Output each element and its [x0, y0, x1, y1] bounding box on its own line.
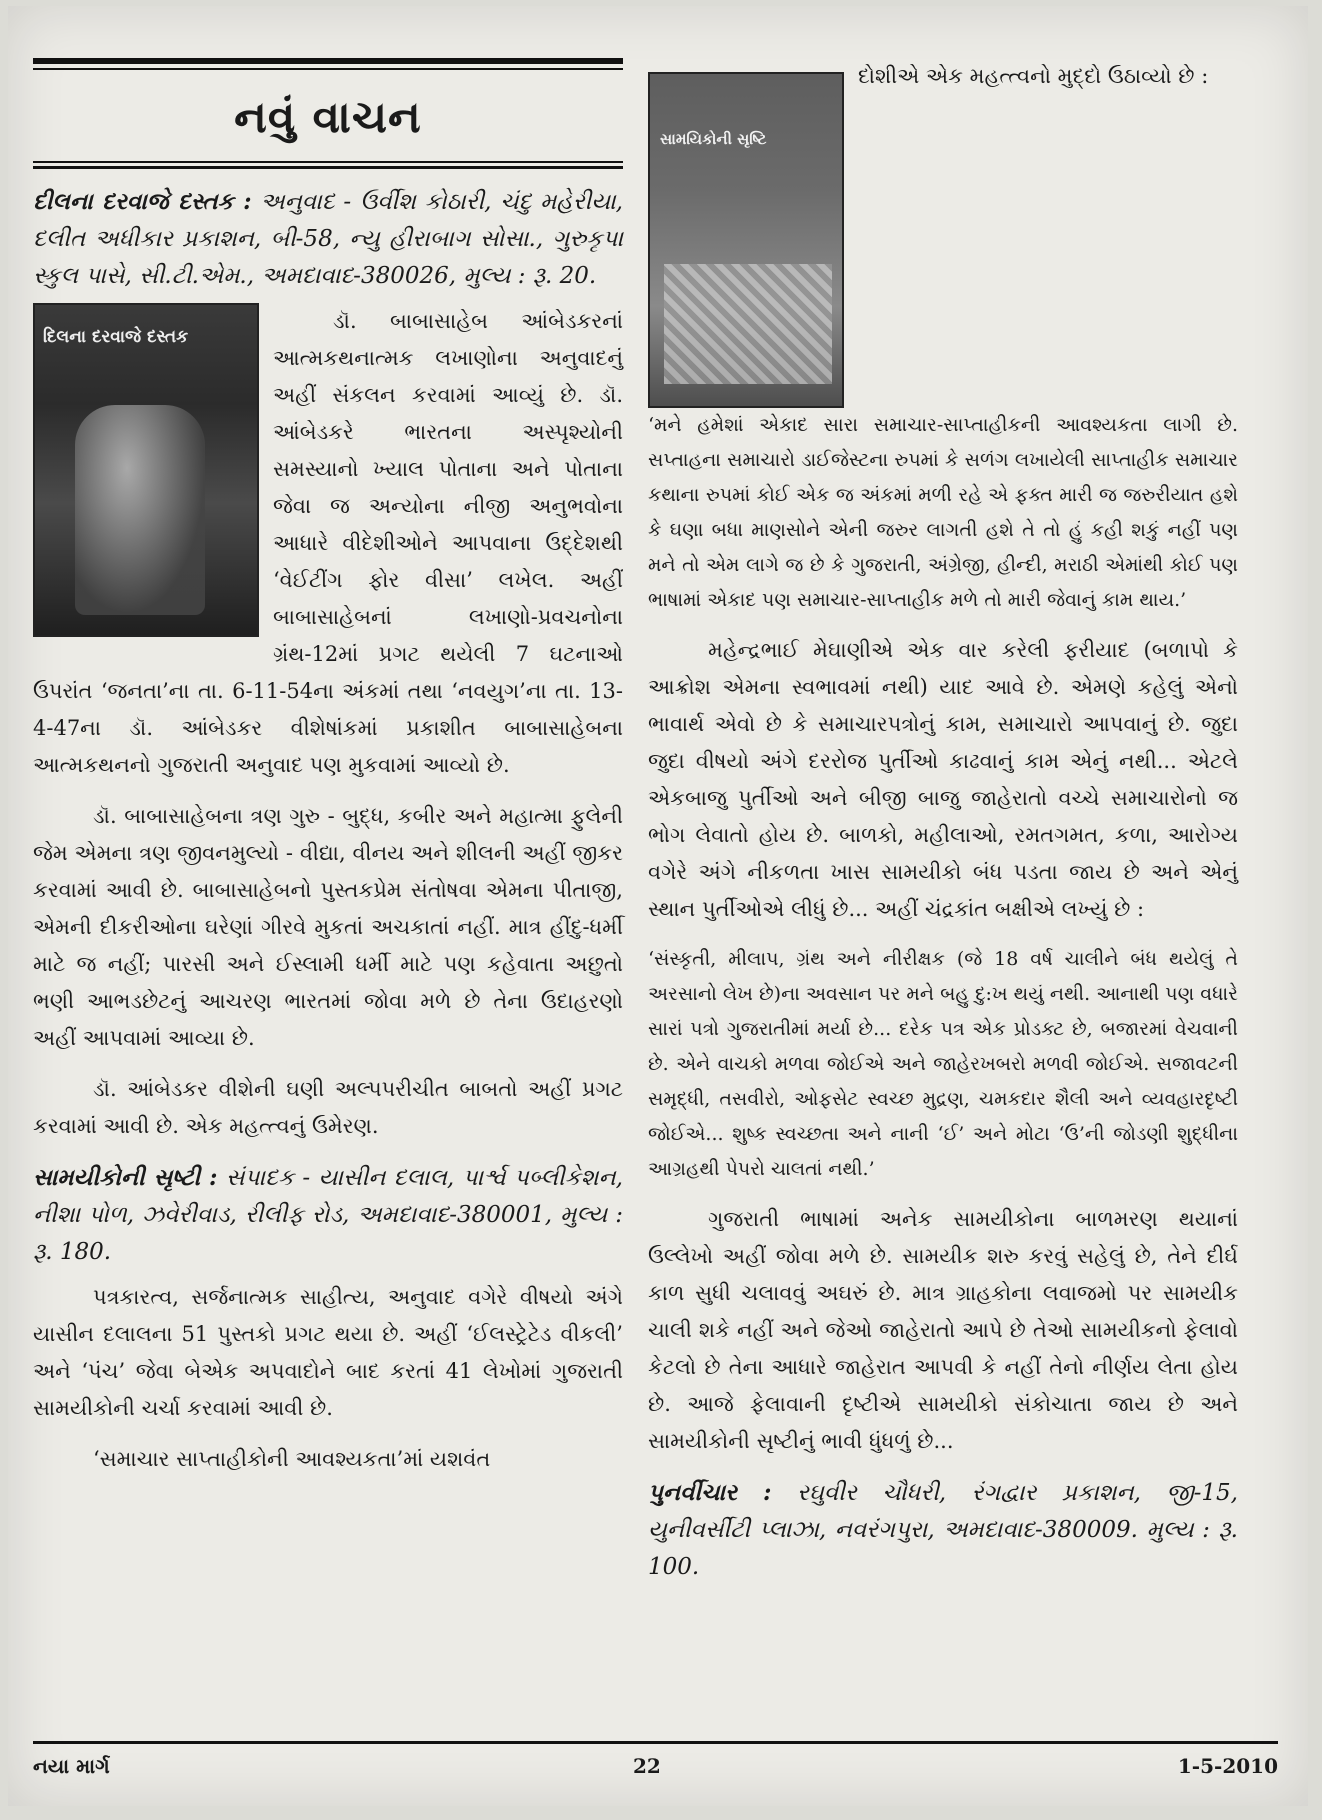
book1-paragraph: ડૉ. બાબાસાહેબના ત્રણ ગુરુ - બુદ્ધ, કબીર અને મહાત્મા ફુલેની જેમ એમના ત્રણ જીવનમુલ્યો - વીદ્યા, વીનય અને શીલની અહીં જીકર કરવામાં આવી છે. બાબાસાહેબનો પુસ્તકપ્રેમ સંતોષવા એમના પીતાજી, એમની દીકરીઓના ઘરેણાં ગીરવે મુકતાં અચકાતાં નહીં. માત્ર હીંદુ-ધર્મી માટે જ નહીં; પારસી અને ઈસ્લામી ધર્મી માટે પણ કહેવાતા અછુતો ભણી આભડછેટનું આચરણ ભારતમાં જોવા મળે છે તેના ઉદાહરણો અહીં આપવામાં આવ્યા છે. [33, 804, 623, 1050]
footer-rule [33, 1741, 1278, 1744]
book1-paragraph: ડૉ. બાબાસાહેબ આંબેડકરનાં આત્મકથનાત્મક લખાણોના અનુવાદનું અહીં સંકલન કરવામાં આવ્યું છે. ડૉ. આંબેડકરે ભારતના અસ્પૃશ્યોની સમસ્યાનો ખ્યાલ પોતાના અને પોતાના જેવા જ અન્યોના નીજી અનુભવોના આધારે વીદેશીઓને આપવાના ઉદ્દેશથી ‘વેઈટીંગ ફોર વીસા’ લખેલ. અહીં બાબાસાહેબનાં લખાણો-પ્રવચનોના ગ્રંથ-12માં પ્રગટ થયેલી 7 ઘટનાઓ ઉપરાંત ‘જનતા’ના તા. 6-11-54ના અંકમાં તથા ‘નવયુગ’ના તા. 13-4-47ના ડૉ. આંબેડકર વીશેષાંકમાં પ્રકાશીત બાબાસાહેબના આત્મકથનનો ગુજરાતી અનુવાદ પણ મુકવામાં આવ્યો છે. [33, 309, 623, 777]
book1-cover-image [33, 303, 259, 637]
book2-citation-details: સંપાદક - યાસીન દલાલ, પાર્શ્વ પબ્લીકેશન, નીશા પોળ, ઝવેરીવાડ, રીલીફ રોડ, અમદાવાદ-380001, મુલ્ય : રૂ. 180. [33, 1165, 623, 1265]
title-rule-thick [33, 166, 623, 169]
book2-paragraph: ‘સમાચાર સાપ્તાહીકોની આવશ્યકતા’માં યશવંત [93, 1447, 491, 1471]
page [8, 6, 1308, 1806]
page-number: 22 [633, 1754, 661, 1778]
book2-quote: ‘સંસ્કૃતી, મીલાપ, ગ્રંથ અને નીરીક્ષક (જે 18 વર્ષ ચાલીને બંધ થયેલું તે અરસાનો લેખ છે)ના અવસાન પર મને બહુ દુ:ખ થયું નથી. આનાથી પણ વધારે સારાં પત્રો ગુજરાતીમાં મર્યા છે... દરેક પત્ર એક પ્રોડક્ટ છે, બજારમાં વેચવાની છે. એને વાચકો મળવા જોઈએ અને જાહેરખબરો મળવી જોઈએ. સજાવટની સમૃદ્ધી, તસવીરો, ઓફસેટ સ્વચ્છ મુદ્રણ, ચમકદાર શૈલી અને વ્યવહારદૃષ્ટી જોઈએ... શુષ્ક સ્વચ્છતા અને નાની ‘ઈ’ અને મોટા ‘ઉ’ની જોડણી શુદ્ધીના આગ્રહથી પેપરો ચાલતાં નથી.’ [648, 948, 1238, 1180]
book2-cover-image [648, 72, 844, 408]
top-rule [33, 58, 623, 64]
book2-paragraph: ગુજરાતી ભાષામાં અનેક સામયીકોના બાળમરણ થયાનાં ઉલ્લેખો અહીં જોવા મળે છે. સામયીક શરુ કરવું સહેલું છે, તેને દીર્ઘ કાળ સુધી ચલાવવું અઘરું છે. માત્ર ગ્રાહકોના લવાજમો પર સામયીક ચાલી શકે નહીં અને જેઓ જાહેરાતો આપે છે તેઓ સામયીકનો ફેલાવો કેટલો છે તેના આધારે જાહેરાત આપવી કે નહીં તેનો નીર્ણય લેતા હોય છે. આજે ફેલાવાની દૃષ્ટીએ સામયીકો સંકોચાતા જાય છે અને સામયીકોની સૃષ્ટીનું ભાવી ધુંધળું છે... [648, 1207, 1238, 1453]
issue-date: 1-5-2010 [1177, 1754, 1278, 1778]
page-footer [33, 1746, 1278, 1786]
book2-intro-wrap [858, 58, 1242, 109]
book1-cover-photo [75, 405, 205, 615]
book2-quote: ‘મને હમેશાં એકાદ સારા સમાચાર-સાપ્તાહીકની આવશ્યકતા લાગી છે. સપ્તાહના સમાચારો ડાઈજેસ્ટના રુપમાં કે સળંગ લખાયેલી સાપ્તાહીક સમાચાર કથાના રુપમાં કોઈ એક જ અંકમાં મળી રહે એ ફક્ત મારી જ જરુરીયાત હશે કે ઘણા બધા માણસોને એની જરુર લાગતી હશે તે તો હું કહી શકું નહીં પણ મને તો એમ લાગે જ છે કે ગુજરાતી, અંગ્રેજી, હીન્દી, મરાઠી એમાંથી કોઈ પણ ભાષામાં એકાદ પણ સમાચાર-સાપ્તાહીક મળે તો મારી જેવાનું કામ થાય.’ [648, 414, 1238, 611]
book2-cover-block [648, 58, 1238, 408]
left-column [33, 58, 623, 1492]
book1-paragraph: ડૉ. આંબેડકર વીશેની ઘણી અલ્પપરીચીત બાબતો અહીં પ્રગટ કરવામાં આવી છે. એક મહત્ત્વનું ઉમેરણ. [33, 1077, 623, 1138]
book2-cover-collage [664, 264, 832, 384]
section-title: નવું વાચન [234, 92, 422, 143]
publication-name: નયા માર્ગ [33, 1754, 110, 1778]
title-rule [33, 161, 623, 163]
top-rule-thin [33, 68, 623, 70]
book3-citation [648, 1474, 1238, 1586]
book1-citation-details: અનુવાદ - ઉર્વીશ કોઠારી, ચંદુ મહેરીયા, દલીત અધીકાર પ્રકાશન, બી-58, ન્યુ હીરાબાગ સોસા., ગુરુકૃપા સ્કુલ પાસે, સી.ટી.એમ., અમદાવાદ-380026, મુલ્ય : રૂ. 20. [33, 189, 623, 289]
book1-citation [33, 183, 623, 295]
book2-citation-title: સામયીકોની સૃષ્ટી : [33, 1164, 218, 1191]
book3-citation-title: પુનર્વીચાર : [648, 1479, 772, 1506]
book1-citation-title: દીલના દરવાજે દસ્તક : [33, 188, 252, 215]
book1-cover-title: દિલના દરવાજે દસ્તક [43, 327, 189, 347]
book2-cover-title: સામયિકોની સૃષ્ટિ [660, 130, 767, 148]
right-column [648, 58, 1238, 1594]
book2-intro: દોશીએ એક મહત્ત્વનો મુદ્દો ઉઠાવ્યો છે : [858, 64, 1209, 88]
book2-paragraph: મહેન્દ્રભાઈ મેઘાણીએ એક વાર કરેલી ફરીયાદ (બળાપો કે આક્રોશ એમના સ્વભાવમાં નથી) યાદ આવે છે. એમણે કહેલું એનો ભાવાર્થ એવો છે કે સમાચારપત્રોનું કામ, સમાચારો આપવાનું છે. જુદા જુદા વીષયો અંગે દરરોજ પુર્તીઓ કાઢવાનું કામ એનું નથી... એટલે એકબાજુ પુર્તીઓ અને બીજી બાજુ જાહેરાતો વચ્ચે સમાચારોનો જ ભોગ લેવાતો હોય છે. બાળકો, મહીલાઓ, રમતગમત, કળા, આરોગ્ય વગેરે અંગે નીકળતા ખાસ સામયીકો બંધ પડતા જાય છે અને એનું સ્થાન પુર્તીઓએ લીધું છે... અહીં ચંદ્રકાંત બક્ષીએ લખ્યું છે : [648, 638, 1238, 921]
book3-citation-details: રઘુવીર ચૌધરી, રંગદ્વાર પ્રકાશન, જી-15, યુનીવર્સીટી પ્લાઝા, નવરંગપુરા, અમદાવાદ-380009. મુલ્ય : રૂ. 100. [648, 1480, 1238, 1580]
book2-paragraph: પત્રકારત્વ, સર્જનાત્મક સાહીત્ય, અનુવાદ વગેરે વીષયો અંગે યાસીન દલાલના 51 પુસ્તકો પ્રગટ થયા છે. અહીં ‘ઈલસ્ટ્રેટેડ વીકલી’ અને ‘પંચ’ જેવા બેએક અપવાદોને બાદ કરતાં 41 લેખોમાં ગુજરાતી સામયીકોની ચર્ચા કરવામાં આવી છે. [33, 1285, 623, 1420]
book2-citation [33, 1159, 623, 1271]
